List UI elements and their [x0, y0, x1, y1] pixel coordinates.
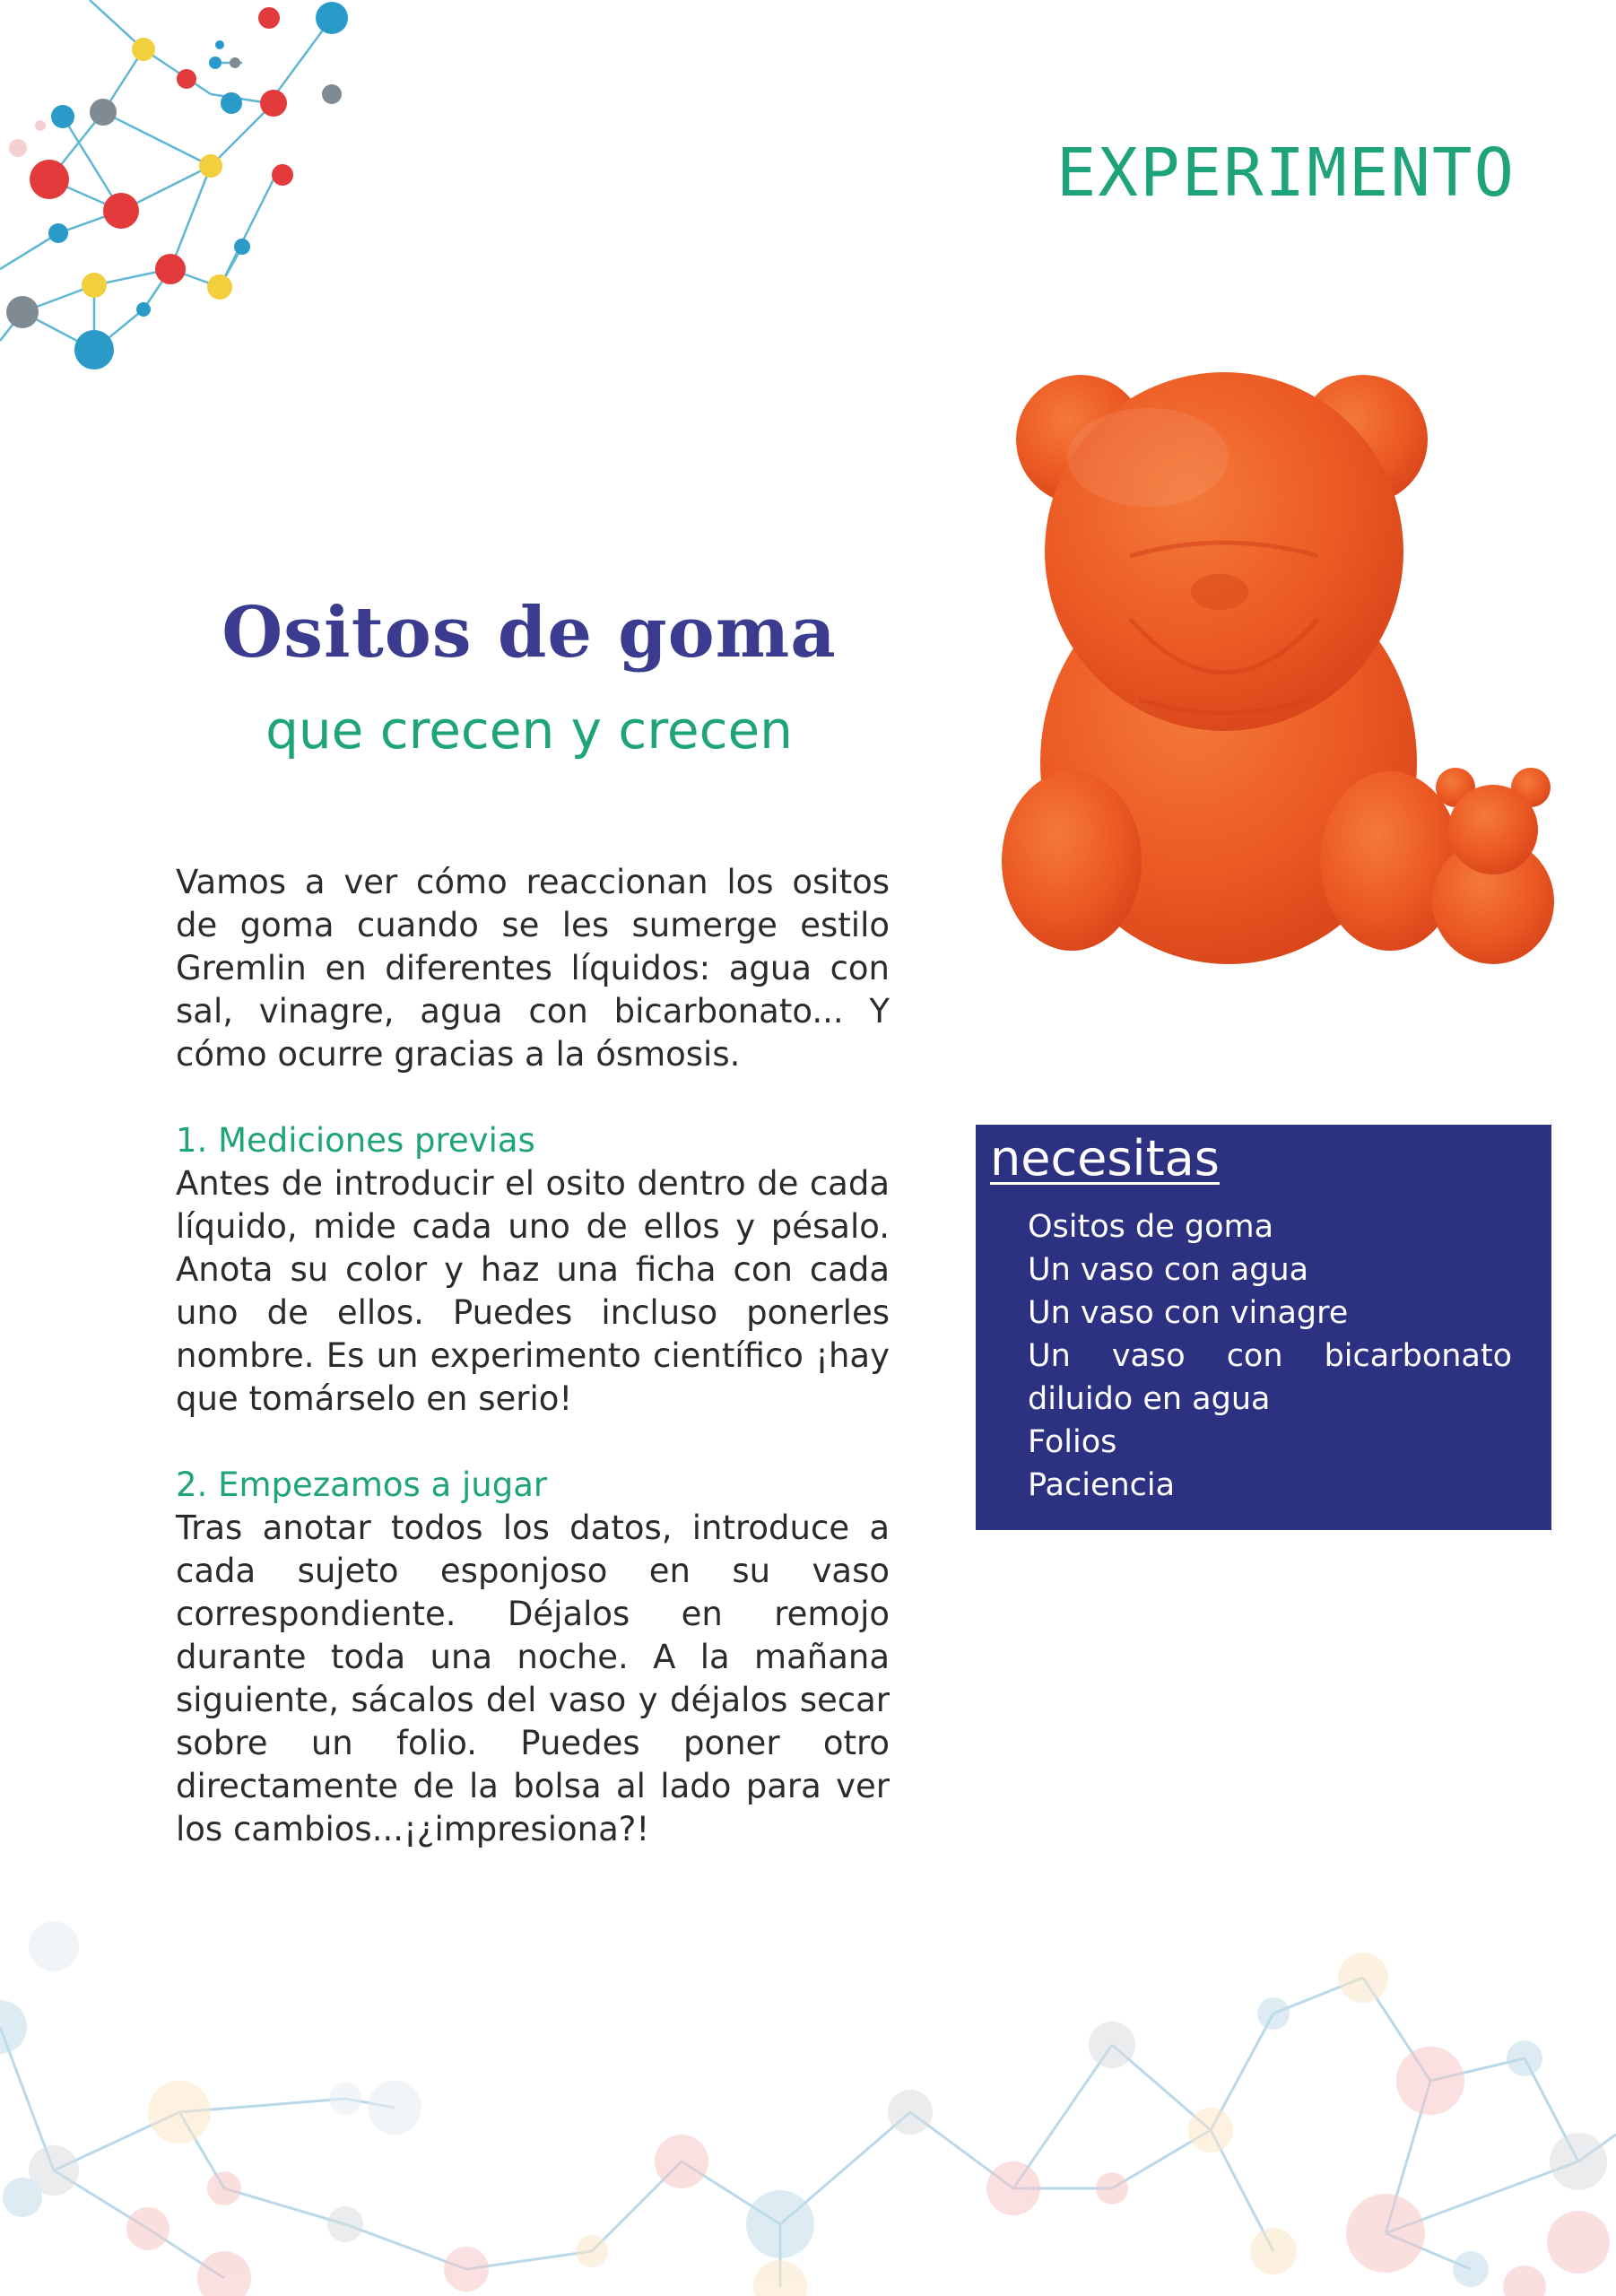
materials-item: Folios [1028, 1424, 1117, 1460]
step-2-heading: 2. Empezamos a jugar [176, 1465, 548, 1504]
materials-item: Un vaso con agua [1028, 1252, 1309, 1288]
molecule-decoration-bottom [0, 1910, 1616, 2296]
materials-box [976, 1125, 1551, 1530]
materials-item: Paciencia [1028, 1467, 1176, 1503]
materials-item: Un vaso con bicarbonato diluido en agua [1028, 1338, 1512, 1417]
article-body [176, 861, 890, 1851]
step-1-text: Antes de introducir el osito dentro de cada líquido, mide cada uno de ellos y pésalo. Anota su color y haz una ficha con cada uno de ellos. Puedes incluso ponerles nombre. Es un experimento científico ¡hay que tomárselo en serio! [176, 1164, 890, 1418]
intro-paragraph: Vamos a ver cómo reaccionan los ositos de goma cuando se les sumerge estilo Gremlin en diferentes líquidos: agua con sal, vinagre, agua con bicarbonato... Y cómo ocurre gracias a la ósmosis. [176, 863, 890, 1074]
materials-title: necesitas [990, 1130, 1220, 1187]
gummy-bear-icon [995, 350, 1569, 969]
materials-item: Ositos de goma [1028, 1209, 1274, 1245]
step-1-heading: 1. Mediciones previas [176, 1121, 535, 1160]
molecule-decoration-top [0, 0, 421, 386]
article-subtitle: que crecen y crecen [265, 700, 793, 761]
materials-item: Un vaso con vinagre [1028, 1295, 1349, 1331]
step-2-text: Tras anotar todos los datos, introduce a cada sujeto esponjoso en su vaso correspondiente. Déjalos en remojo durante toda una noche. A la mañana siguiente, sácalos del vaso y déjalos secar sobre un folio. Puedes poner otro directamente de la bolsa al lado para ver los cambios...¡¿impresiona?! [176, 1509, 890, 1848]
materials-list [1028, 1205, 1512, 1507]
section-label: EXPERIMENTO [1056, 135, 1516, 212]
article-title: Ositos de goma [222, 592, 837, 674]
